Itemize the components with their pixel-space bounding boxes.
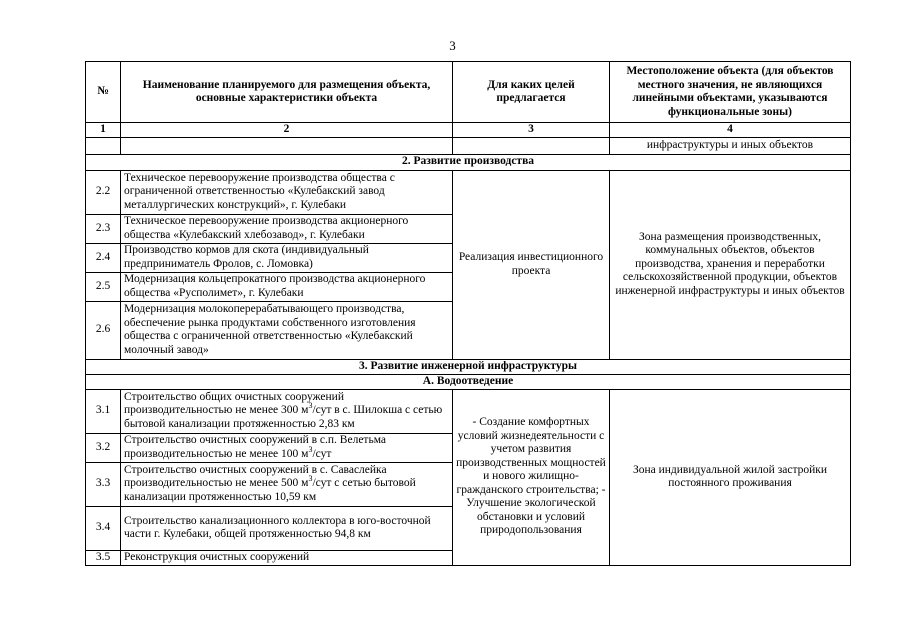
row-number: 3.1 (86, 389, 121, 433)
header-object-name: Наименование планируемого для размещения объекта, основные характеристики объекта (121, 62, 453, 123)
row-description: Строительство канализационного коллектора в юго-восточной части г. Кулебаки, общей протяженностью 94,8 км (121, 506, 453, 550)
row-number: 3.3 (86, 462, 121, 506)
row-description: Строительство очистных сооружений в с.п. Велетьма производительностью не менее 100 $м^3$/сут (121, 433, 453, 462)
row-number: 2.4 (86, 243, 121, 272)
row-number: 2.2 (86, 170, 121, 214)
row-description: Реконструкция очистных сооружений (121, 550, 453, 565)
column-numbers-row (86, 123, 851, 138)
subsection-a-title-row (86, 374, 851, 389)
col-num-2: 2 (121, 123, 453, 138)
header-purpose: Для каких целей предлагается (453, 62, 610, 123)
section-2-purpose: Реализация инвестиционного проекта (453, 170, 610, 359)
row-description: Модернизация молокоперерабатывающего производства, обеспечение рынка продуктами собственного изготовления общества с ограниченной ответственностью «Кулебакский молочный завод» (121, 301, 453, 359)
row-number: 2.5 (86, 272, 121, 301)
row-description: Строительство общих очистных сооружений производительностью не менее 300 $м^3$/сут в с. Шилокша с сетью бытовой канализации протяженностью 2,83 км (121, 389, 453, 433)
col-num-3: 3 (453, 123, 610, 138)
col-num-1: 1 (86, 123, 121, 138)
table-row (86, 170, 851, 214)
section-2-title-row (86, 154, 851, 170)
row-number: 2.3 (86, 214, 121, 243)
row-description: Строительство очистных сооружений в с. Саваслейка производительностью не менее 500 $м^3$/сут с сетью бытовой канализации протяженностью 10,59 км (121, 462, 453, 506)
row-description: Модернизация кольцепрокатного производства акционерного общества «Русполимет», г. Кулебаки (121, 272, 453, 301)
subsection-a-title: А. Водоотведение (86, 374, 851, 389)
planned-objects-table (85, 61, 851, 566)
row-number: 3.2 (86, 433, 121, 462)
col-num-4: 4 (610, 123, 851, 138)
header-location: Местоположение объекта (для объектов местного значения, не являющихся линейными объектами, указываются функциональные зоны) (610, 62, 851, 123)
row-number: 3.5 (86, 550, 121, 565)
table-row (86, 389, 851, 433)
header-number: № (86, 62, 121, 123)
row-description: Производство кормов для скота (индивидуальный предприниматель Фролов, с. Ломовка) (121, 243, 453, 272)
section-3-purpose: - Создание комфортных условий жизнедеятельности с учетом развития производственных мощностей и нового жилищно- гражданского строительства; - Улучшение экологической обстановки и условий природопользования (453, 389, 610, 565)
row-description: Техническое перевооружение производства акционерного общества «Кулебакский хлебозавод», г. Кулебаки (121, 214, 453, 243)
section-3-title-row (86, 359, 851, 374)
section-3-title: 3. Развитие инженерной инфраструктуры (86, 359, 851, 374)
section-2-location: Зона размещения производственных, коммунальных объектов, объектов производства, хранения и переработки сельскохозяйственной продукции, объектов инженерной инфраструктуры и иных объектов (610, 170, 851, 359)
table-header-row (86, 62, 851, 123)
row-description: Техническое перевооружение производства общества с ограниченной ответственностью «Кулебакский завод металлургических конструкций», г. Кулебаки (121, 170, 453, 214)
section-2-title: 2. Развитие производства (86, 154, 851, 170)
section-3-location: Зона индивидуальной жилой застройки постоянного проживания (610, 389, 851, 565)
row-number: 3.4 (86, 506, 121, 550)
row-number: 2.6 (86, 301, 121, 359)
continuation-row (86, 137, 851, 154)
page-number: 3 (449, 38, 456, 53)
continuation-text: инфраструктуры и иных объектов (610, 137, 851, 154)
